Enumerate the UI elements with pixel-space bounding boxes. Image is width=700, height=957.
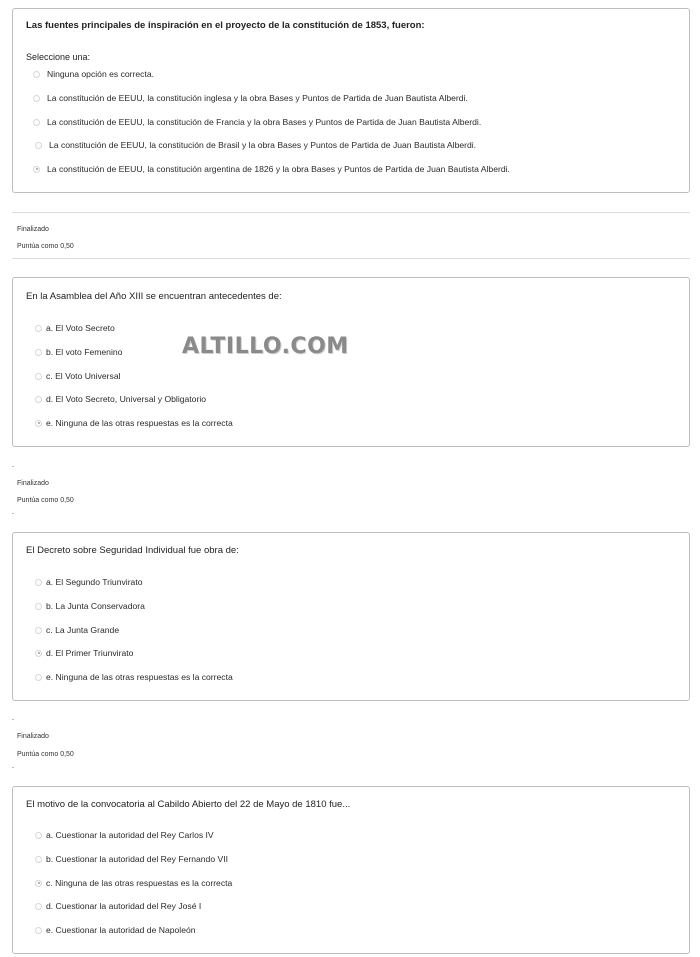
answer-option[interactable] <box>35 575 143 589</box>
question-score: Puntúa como 0,50 <box>17 751 74 758</box>
answer-option[interactable] <box>35 923 196 937</box>
radio-button[interactable] <box>33 119 40 126</box>
question-card-2 <box>12 277 690 447</box>
radio-button[interactable] <box>35 579 42 586</box>
answer-option-label: e. Ninguna de las otras respuestas es la correcta <box>46 418 233 428</box>
answer-option[interactable] <box>35 623 119 637</box>
answer-option-label: d. Cuestionar la autoridad del Rey José I <box>46 901 202 911</box>
answer-option-label: La constitución de EEUU, la constitución inglesa y la obra Bases y Puntos de Partida de Juan Bautista Alberdi. <box>47 93 468 103</box>
radio-button[interactable] <box>33 71 40 78</box>
radio-button[interactable] <box>35 856 42 863</box>
radio-button[interactable] <box>33 95 40 102</box>
answer-option-label: a. El Voto Secreto <box>46 323 115 333</box>
select-one-prompt: Seleccione una: <box>26 52 91 62</box>
answer-option[interactable] <box>35 876 232 890</box>
answer-option[interactable] <box>35 646 133 660</box>
radio-button[interactable] <box>35 927 42 934</box>
radio-button[interactable] <box>35 903 42 910</box>
radio-button-selected[interactable] <box>35 880 42 887</box>
answer-option-label: e. Ninguna de las otras respuestas es la correcta <box>46 672 233 682</box>
answer-option[interactable] <box>35 321 115 335</box>
answer-option[interactable] <box>35 852 228 866</box>
answer-option-label: Ninguna opción es correcta. <box>47 69 155 79</box>
question-score: Puntúa como 0,50 <box>17 497 74 504</box>
answer-option-label: b. La Junta Conservadora <box>46 601 145 611</box>
answer-option[interactable] <box>35 138 476 152</box>
question-state: Finalizado <box>17 226 49 233</box>
answer-option-label: c. El Voto Universal <box>46 371 121 381</box>
answer-option-label: b. Cuestionar la autoridad del Rey Fernando VII <box>46 854 229 864</box>
question-text: Las fuentes principales de inspiración en el proyecto de la constitución de 1853, fueron: <box>26 20 425 31</box>
question-text: El Decreto sobre Seguridad Individual fue obra de: <box>26 545 239 556</box>
answer-option[interactable] <box>35 345 122 359</box>
answer-option-label: c. Ninguna de las otras respuestas es la correcta <box>46 878 233 888</box>
answer-option-label: La constitución de EEUU, la constitución argentina de 1826 y la obra Bases y Puntos de Partida de Juan Bautista Alberdi. <box>47 164 510 174</box>
answer-option-label: b. El voto Femenino <box>46 347 123 357</box>
divider-tick <box>12 513 14 514</box>
radio-button[interactable] <box>35 325 42 332</box>
answer-option[interactable] <box>33 67 154 81</box>
answer-option[interactable] <box>35 670 233 684</box>
answer-option-label: e. Cuestionar la autoridad de Napoleón <box>46 925 196 935</box>
answer-option-label: a. Cuestionar la autoridad del Rey Carlos IV <box>46 830 214 840</box>
question-state: Finalizado <box>17 733 49 740</box>
answer-option[interactable] <box>35 369 121 383</box>
radio-button[interactable] <box>35 349 42 356</box>
answer-option[interactable] <box>33 162 510 176</box>
question-text: El motivo de la convocatoria al Cabildo Abierto del 22 de Mayo de 1810 fue... <box>26 799 351 810</box>
answer-option[interactable] <box>35 828 214 842</box>
question-text: En la Asamblea del Año XIII se encuentran antecedentes de: <box>26 291 282 302</box>
answer-option-label: a. El Segundo Triunvirato <box>46 577 143 587</box>
radio-button[interactable] <box>35 832 42 839</box>
divider-tick <box>12 767 14 768</box>
radio-button[interactable] <box>35 603 42 610</box>
watermark: ALTILLO.COM <box>182 334 349 359</box>
answer-option[interactable] <box>35 392 206 406</box>
answer-option[interactable] <box>35 416 233 430</box>
answer-option-label: c. La Junta Grande <box>46 625 120 635</box>
answer-option[interactable] <box>35 899 201 913</box>
radio-button-selected[interactable] <box>35 650 42 657</box>
answer-option[interactable] <box>33 115 481 129</box>
question-card-3 <box>12 532 690 701</box>
radio-button[interactable] <box>35 142 42 149</box>
radio-button-selected[interactable] <box>33 166 40 173</box>
divider <box>12 212 690 213</box>
radio-button-selected[interactable] <box>35 420 42 427</box>
answer-option-label: La constitución de EEUU, la constitución de Francia y la obra Bases y Puntos de Partida de Juan Bautista Alberdi. <box>47 117 482 127</box>
question-card-1 <box>12 8 690 193</box>
radio-button[interactable] <box>35 396 42 403</box>
radio-button[interactable] <box>35 373 42 380</box>
answer-option-label: La constitución de EEUU, la constitución de Brasil y la obra Bases y Puntos de Partida de Juan Bautista Alberdi. <box>49 140 477 150</box>
radio-button[interactable] <box>35 674 42 681</box>
answer-option-label: d. El Voto Secreto, Universal y Obligatorio <box>46 394 207 404</box>
question-state: Finalizado <box>17 480 49 487</box>
answer-option[interactable] <box>35 599 145 613</box>
question-score: Puntúa como 0,50 <box>17 243 74 250</box>
divider-tick <box>12 466 14 467</box>
answer-option[interactable] <box>33 91 468 105</box>
question-card-4 <box>12 786 690 954</box>
divider <box>12 258 690 259</box>
radio-button[interactable] <box>35 627 42 634</box>
answer-option-label: d. El Primer Triunvirato <box>46 648 134 658</box>
divider-tick <box>12 719 14 720</box>
